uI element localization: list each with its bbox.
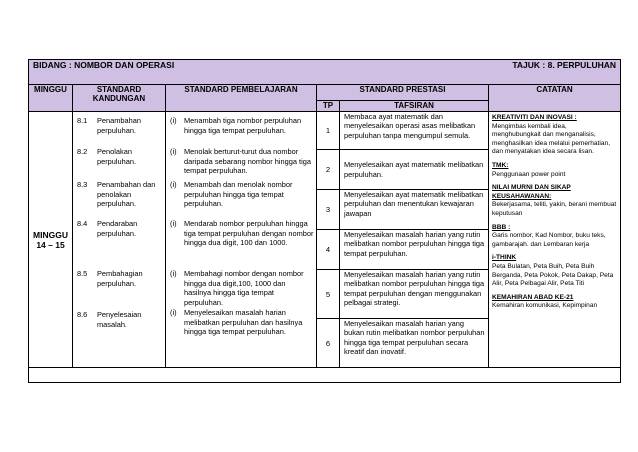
sp-item: (i) Menyelesaikan masalah harian melibatkan perpuluhan dan hasilnya hingga tiga tempat perpuluhan. [170, 308, 303, 337]
topic-header-row [29, 60, 621, 85]
col-header-standard-pembelajaran: STANDARD PEMBELAJARAN [166, 85, 317, 112]
table-row [29, 112, 621, 150]
tafsiran-cell: Menyelesaikan masalah harian yang rutin melibatkan nombor perpuluhan hingga tiga tempat perpuluhan. [340, 230, 489, 270]
sk-item: 8.4 Pendaraban perpuluhan. [77, 219, 138, 238]
tafsiran-cell: Menyelesaikan ayat matematik melibatkan perpuluhan. [340, 150, 489, 190]
col-header-tafsiran: TAFSIRAN [340, 101, 489, 112]
note-block: KREATIVITI DAN INOVASI : Mengimbas kembali idea, menghubungkait dan menganalisis, menghasilkan idea melalui pemerhatian, dan menyatakan idea secara lisan. [492, 114, 611, 156]
sk-item: 8.1 Penambahan perpuluhan. [77, 116, 141, 135]
note-block: NILAI MURNI DAN SIKAP KEUSAHAWANAN: Bekerjasama, teliti, yakin, berani membuat keputusan [492, 184, 617, 217]
col-header-catatan: CATATAN [489, 85, 621, 112]
col-header-tp: TP [317, 101, 340, 112]
catatan-cell [489, 112, 621, 368]
sp-item: (i) Mendarab nombor perpuluhan hingga tiga tempat perpuluhan dengan nombor hingga dua digit, 100 dan 1000. [170, 219, 314, 248]
tafsiran-cell: Menyelesaikan masalah harian yang bukan rutin melibatkan nombor perpuluhan hingga tiga tempat perpuluhan secara kreatif dan inovatif. [340, 319, 489, 368]
tafsiran-cell: Menyelesaikan masalah harian yang rutin melibatkan nombor perpuluhan hingga tiga tempat perpuluhan dengan menggunakan pelbagai strategi. [340, 270, 489, 319]
sp-item: (i) Menolak berturut-turut dua nombor daripada sebarang nombor hingga tiga tempat perpuluhan. [170, 147, 311, 176]
tp-cell: 5 [317, 270, 340, 319]
col-header-standard-prestasi: STANDARD PRESTASI [317, 85, 489, 101]
sk-item: 8.2 Penolakan perpuluhan. [77, 147, 137, 166]
lesson-plan-sheet [28, 59, 620, 383]
standard-pembelajaran-cell [166, 112, 317, 368]
sp-item: (i) Membahagi nombor dengan nombor hingga dua digit,100, 1000 dan hasilnya hingga tiga tempat perpuluhan. [170, 269, 304, 307]
note-block: i-THINK Peta Bulatan, Peta Buih, Peta Buih Berganda, Peta Pokok, Peta Dakap, Peta Alir, Peta Pelbagai Alir, Peta Titi [492, 254, 614, 288]
lesson-plan-table [28, 59, 621, 383]
tafsiran-cell: Membaca ayat matematik dan menyelesaikan operasi asas melibatkan perpuluhan tanpa mengumpul semula. [340, 112, 489, 150]
tp-cell: 6 [317, 319, 340, 368]
tp-cell: 4 [317, 230, 340, 270]
sk-item: 8.3 Penambahan dan penolakan perpuluhan. [77, 180, 156, 209]
tp-cell: 3 [317, 190, 340, 230]
tajuk-label: TAJUK : 8. PERPULUHAN [512, 60, 617, 70]
tp-cell: 2 [317, 150, 340, 190]
sp-item: (i) Menambah tiga nombor perpuluhan hingga tiga tempat perpuluhan. [170, 116, 302, 135]
col-header-standard-kandungan: STANDARD KANDUNGAN [73, 85, 166, 112]
week-cell: MINGGU 14 – 15 [29, 112, 73, 368]
empty-footer-row [29, 368, 621, 383]
note-block: TMK: Penggunaan power point [492, 161, 566, 178]
bidang-label: BIDANG : NOMBOR DAN OPERASI [33, 60, 175, 70]
note-block: KEMAHIRAN ABAD KE-21 Kemahiran komunikasi, Kepimpinan [492, 293, 598, 310]
sp-item: (i) Menambah dan menolak nombor perpuluhan hingga tiga tempat perpuluhan. [170, 180, 293, 209]
standard-kandungan-cell [73, 112, 166, 368]
sk-item: 8.6 Penyelesaian masalah. [77, 310, 142, 329]
sk-item: 8.5 Pembahagian perpuluhan. [77, 269, 143, 288]
column-header-row-1 [29, 85, 621, 101]
col-header-minggu: MINGGU [29, 85, 73, 112]
tp-cell: 1 [317, 112, 340, 150]
note-block: BBB : Garis nombor, Kad Nombor, buku teks, gambarajah. dan Lembaran kerja [492, 223, 606, 248]
tafsiran-cell: Menyelesaikan ayat matematik melibatkan perpuluhan dan menentukan kewajaran jawapan [340, 190, 489, 230]
